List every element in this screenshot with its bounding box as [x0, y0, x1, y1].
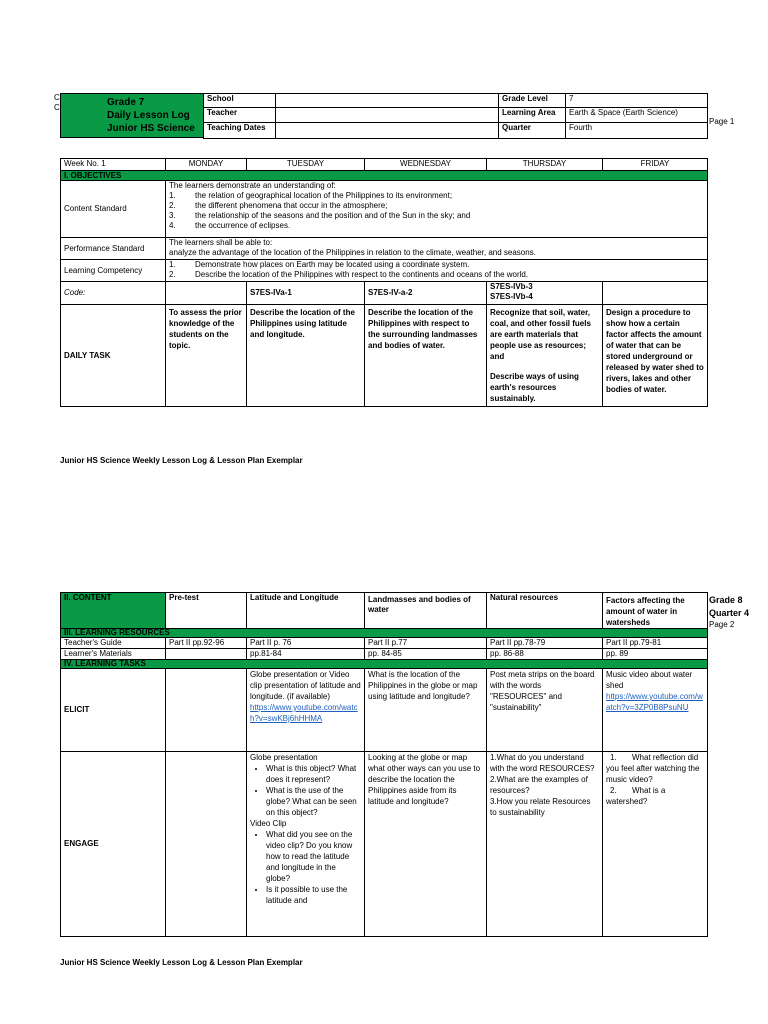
footer-page-2: Junior HS Science Weekly Lesson Log & Lesson Plan Exemplar	[60, 958, 303, 967]
objectives-table	[60, 158, 708, 407]
learning-tasks-table	[60, 592, 708, 937]
content-tuesday: Latitude and Longitude	[247, 593, 365, 629]
learners-materials-row	[61, 649, 708, 660]
content-standard-item: 3. the relationship of the seasons and the position and of the Sun in the sky; and	[169, 211, 471, 220]
day-header-row	[61, 159, 708, 171]
footer-page-1: Junior HS Science Weekly Lesson Log & Lesson Plan Exemplar	[60, 456, 303, 465]
learners-materials-friday: pp. 89	[603, 649, 708, 660]
page-number-1: Page 1	[709, 117, 735, 126]
content-thursday: Natural resources	[487, 593, 603, 629]
competency-item: 2. Describe the location of the Philippines with respect to the continents and oceans of the world.	[169, 270, 529, 279]
daily-task-wednesday: Describe the location of the Philippines with respect to the surrounding landmasses and bodies of water.	[365, 305, 487, 407]
list-item: 2. What is a watershed?	[606, 786, 666, 806]
left-margin-marks: C C	[54, 93, 60, 112]
engage-thursday: 1.What do you understand with the word RESOURCES? 2.What are the examples of resources? 3.How you relate Resources to sustainability	[487, 752, 603, 937]
content-standard-item: 1. the relation of geographical location of the Philippines to its environment;	[169, 191, 453, 200]
elicit-tuesday: Globe presentation or Video clip presentation of latitude and longitude. (if available) https://www.youtube.com/watch?v=swKBj6hHHMA	[247, 669, 365, 752]
code-friday	[603, 282, 708, 305]
teachers-guide-row	[61, 638, 708, 649]
learning-competency-row	[61, 260, 708, 282]
objectives-section-label: I. OBJECTIVES	[61, 171, 708, 181]
content-wednesday: Landmasses and bodies of water	[365, 593, 487, 629]
teacher-value	[276, 108, 499, 123]
elicit-thursday: Post meta strips on the board with the words "RESOURCES" and "sustainability"	[487, 669, 603, 752]
code-label: Code:	[61, 282, 166, 305]
col-tuesday: TUESDAY	[247, 159, 365, 171]
content-row	[61, 593, 708, 629]
elicit-friday: Music video about water shed https://www.youtube.com/watch?v=3ZP0B8PsuNU	[603, 669, 708, 752]
code-tuesday: S7ES-IVa-1	[247, 282, 365, 305]
header-info-table	[203, 93, 708, 139]
engage-wednesday: Looking at the globe or map what other ways can you use to describe the location the Philippines aside from its latitude and longitude?	[365, 752, 487, 937]
col-friday: FRIDAY	[603, 159, 708, 171]
grade-level-label: Grade Level	[499, 94, 566, 108]
code-row	[61, 282, 708, 305]
page-number-2: Page 2	[709, 620, 735, 629]
engage-tuesday: Globe presentation • What is this object? What does it represent? • What is the use of the globe? What can be seen on this object? Video Clip • What did you see on the video clip? Do you know how to read the latitude and longitude in the globe? • Is it possible to use the latitude and	[247, 752, 365, 937]
school-label: School	[204, 94, 276, 108]
elicit-tuesday-video-link[interactable]: https://www.youtube.com/watch?v=swKBj6hHHMA	[250, 703, 358, 723]
teachers-guide-tuesday: Part II p. 76	[247, 638, 365, 649]
list-item: • What did you see on the video clip? Do you know how to read the latitude and longitude in the globe?	[266, 829, 361, 884]
quarter-label: Quarter	[499, 123, 566, 139]
teachers-guide-label: Teacher's Guide	[61, 638, 166, 649]
list-item: 1. What reflection did you feel after watching the music video?	[606, 753, 700, 784]
teaching-dates-label: Teaching Dates	[204, 123, 276, 139]
code-thursday: S7ES-IVb-3 S7ES-IVb-4	[487, 282, 603, 305]
content-standard-item: 2. the different phenomena that occur in the atmosphere;	[169, 201, 388, 210]
code-wednesday: S7ES-IV-a-2	[365, 282, 487, 305]
learning-competency-label: Learning Competency	[61, 260, 166, 282]
list-item: • Is it possible to use the latitude and	[266, 884, 361, 906]
daily-task-row	[61, 305, 708, 407]
teachers-guide-friday: Part II pp.79-81	[603, 638, 708, 649]
performance-standard-label: Performance Standard	[61, 238, 166, 260]
competency-item: 1. Demonstrate how places on Earth may be located using a coordinate system.	[169, 260, 470, 269]
col-wednesday: WEDNESDAY	[365, 159, 487, 171]
content-standard-item: 4. the occurrence of eclipses.	[169, 221, 291, 230]
globe-question-list	[250, 763, 361, 818]
learning-area-value: Earth & Space (Earth Science)	[566, 108, 708, 123]
video-question-list	[250, 829, 361, 906]
teachers-guide-monday: Part II pp.92-96	[166, 638, 247, 649]
header-title-block	[60, 93, 204, 138]
learning-competency-text	[166, 260, 708, 282]
teachers-guide-wednesday: Part II p.77	[365, 638, 487, 649]
performance-standard-text: The learners shall be able to: analyze the advantage of the location of the Philippines in relation to the climate, weather, and seasons.	[166, 238, 708, 260]
engage-monday	[166, 752, 247, 937]
header-title-science: Junior HS Science	[107, 123, 195, 134]
learners-materials-tuesday: pp.81-84	[247, 649, 365, 660]
header-title-grade: Grade 7	[107, 97, 145, 108]
teaching-dates-value	[276, 123, 499, 139]
content-standard-label: Content Standard	[61, 181, 166, 238]
elicit-monday	[166, 669, 247, 752]
learning-area-label: Learning Area	[499, 108, 566, 123]
elicit-wednesday: What is the location of the Philippines in the globe or map using latitude and longitude?	[365, 669, 487, 752]
teachers-guide-thursday: Part II pp.78-79	[487, 638, 603, 649]
learners-materials-label: Learner's Materials	[61, 649, 166, 660]
elicit-friday-video-link[interactable]: https://www.youtube.com/watch?v=3ZP0B8PsuNU	[606, 692, 703, 712]
col-monday: MONDAY	[166, 159, 247, 171]
list-item: • What is the use of the globe? What can be seen on this object?	[266, 785, 361, 818]
content-monday: Pre-test	[166, 593, 247, 629]
header-title-log: Daily Lesson Log	[107, 110, 190, 121]
code-monday	[166, 282, 247, 305]
school-value	[276, 94, 499, 108]
learners-materials-thursday: pp. 86-88	[487, 649, 603, 660]
daily-task-thursday: Recognize that soil, water, coal, and other fossil fuels are earth materials that people use as resources; and Describe ways of using earth's resources sustainably.	[487, 305, 603, 407]
grade-quarter-side-label: Grade 8 Quarter 4	[709, 595, 750, 618]
engage-row	[61, 752, 708, 937]
content-standard-row	[61, 181, 708, 238]
performance-standard-row	[61, 238, 708, 260]
elicit-label: ELICIT	[61, 669, 166, 752]
daily-task-friday: Design a procedure to show how a certain factor affects the amount of water that can be stored underground or released by water shed to rivers, lakes and other bodies of water.	[603, 305, 708, 407]
content-section-label: II. CONTENT	[61, 593, 166, 629]
content-standard-text: The learners demonstrate an understanding of: 1. the relation of geographical location of the Philippines to its environment; 2. the different phenomena that occur in the atmosphere; 3. the relationship of the seasons and the position and of the Sun in the sky; and 4. the occurrence of eclipses.	[166, 181, 708, 238]
daily-task-monday: To assess the prior knowledge of the students on the topic.	[166, 305, 247, 407]
engage-friday	[603, 752, 708, 937]
col-thursday: THURSDAY	[487, 159, 603, 171]
quarter-value: Fourth	[566, 123, 708, 139]
teacher-label: Teacher	[204, 108, 276, 123]
grade-level-value: 7	[566, 94, 708, 108]
content-friday: Factors affecting the amount of water in watersheds	[603, 593, 708, 629]
learners-materials-monday	[166, 649, 247, 660]
elicit-row	[61, 669, 708, 752]
tasks-section-label: IV. LEARNING TASKS	[61, 660, 708, 669]
resources-section-label: III. LEARNING RESOURCES	[61, 629, 708, 638]
list-item: • What is this object? What does it represent?	[266, 763, 361, 785]
learners-materials-wednesday: pp. 84-85	[365, 649, 487, 660]
daily-task-tuesday: Describe the location of the Philippines using latitude and longitude.	[247, 305, 365, 407]
daily-task-label: DAILY TASK	[61, 305, 166, 407]
week-number: Week No. 1	[61, 159, 166, 171]
engage-label: ENGAGE	[61, 752, 166, 937]
